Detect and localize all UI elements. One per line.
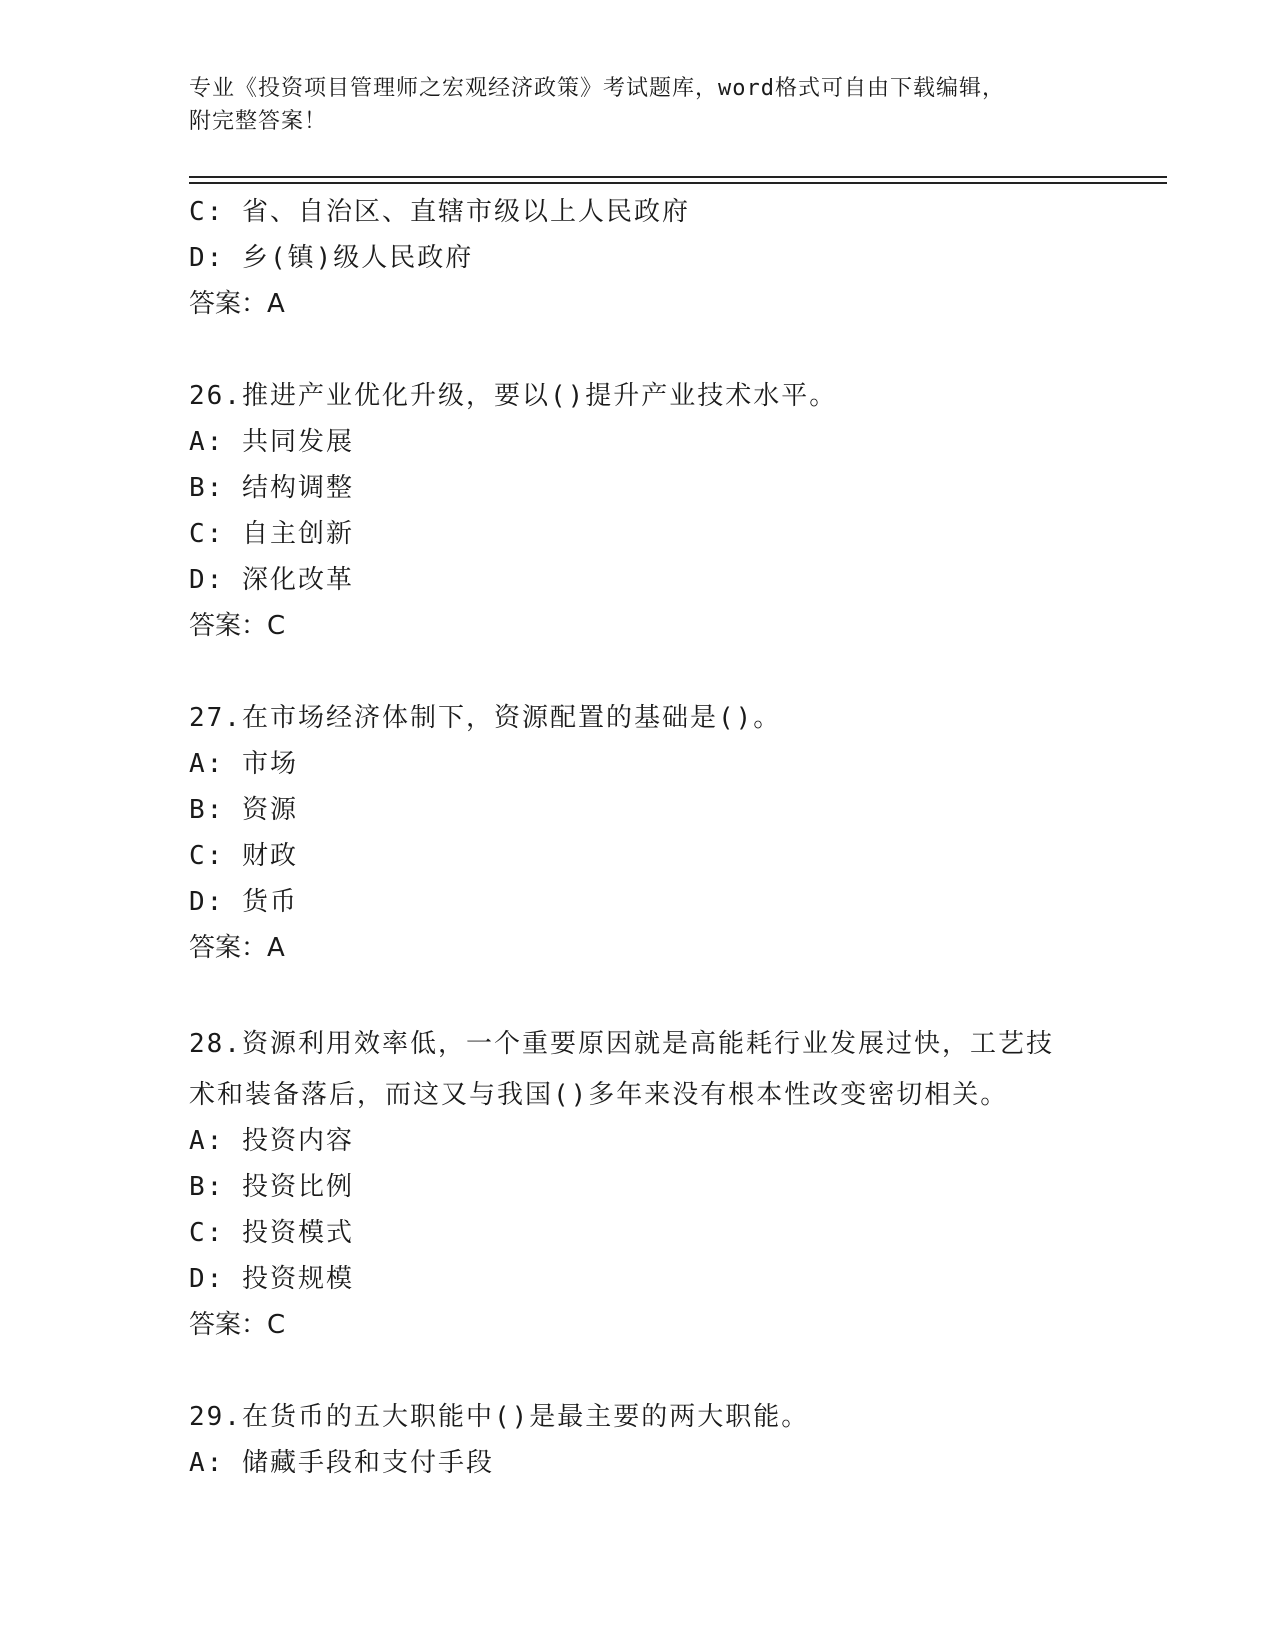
header-divider-bottom xyxy=(189,182,1167,184)
option-c: C: 省、自治区、直辖市级以上人民政府 xyxy=(189,197,690,227)
header-intro-line-2: 附完整答案！ xyxy=(189,109,328,134)
question-stem-line-1: 28.资源利用效率低，一个重要原因就是高能耗行业发展过快，工艺技 xyxy=(189,1029,1054,1059)
option-c: C: 财政 xyxy=(189,841,298,871)
option-a: A: 投资内容 xyxy=(189,1126,354,1156)
answer-line: 答案：A xyxy=(189,289,285,319)
question-stem: 27.在市场经济体制下，资源配置的基础是()。 xyxy=(189,703,782,733)
option-a: A: 储藏手段和支付手段 xyxy=(189,1448,494,1478)
option-b: B: 投资比例 xyxy=(189,1172,354,1202)
answer-line: 答案：C xyxy=(189,1310,286,1340)
answer-line: 答案：C xyxy=(189,611,286,641)
question-stem: 26.推进产业优化升级，要以()提升产业技术水平。 xyxy=(189,381,838,411)
option-d: D: 乡(镇)级人民政府 xyxy=(189,243,474,273)
header-divider-top xyxy=(189,176,1167,178)
option-a: A: 市场 xyxy=(189,749,298,779)
question-stem: 29.在货币的五大职能中()是最主要的两大职能。 xyxy=(189,1402,810,1432)
question-27 xyxy=(189,695,1089,971)
question-26 xyxy=(189,373,1089,649)
header-intro-line-1: 专业《投资项目管理师之宏观经济政策》考试题库，word格式可自由下载编辑， xyxy=(189,76,1005,101)
option-d: D: 货币 xyxy=(189,887,298,917)
option-a: A: 共同发展 xyxy=(189,427,354,457)
option-b: B: 资源 xyxy=(189,795,298,825)
question-stem-line-2: 术和装备落后，而这又与我国()多年来没有根本性改变密切相关。 xyxy=(189,1080,1009,1110)
document-header xyxy=(189,72,1089,138)
question-list xyxy=(189,189,1089,1486)
carryover-question xyxy=(189,189,1089,327)
answer-line: 答案：A xyxy=(189,933,285,963)
option-d: D: 深化改革 xyxy=(189,565,354,595)
option-c: C: 自主创新 xyxy=(189,519,354,549)
option-c: C: 投资模式 xyxy=(189,1218,354,1248)
question-29 xyxy=(189,1394,1089,1486)
option-b: B: 结构调整 xyxy=(189,473,354,503)
question-28 xyxy=(189,1017,1089,1348)
option-d: D: 投资规模 xyxy=(189,1264,354,1294)
